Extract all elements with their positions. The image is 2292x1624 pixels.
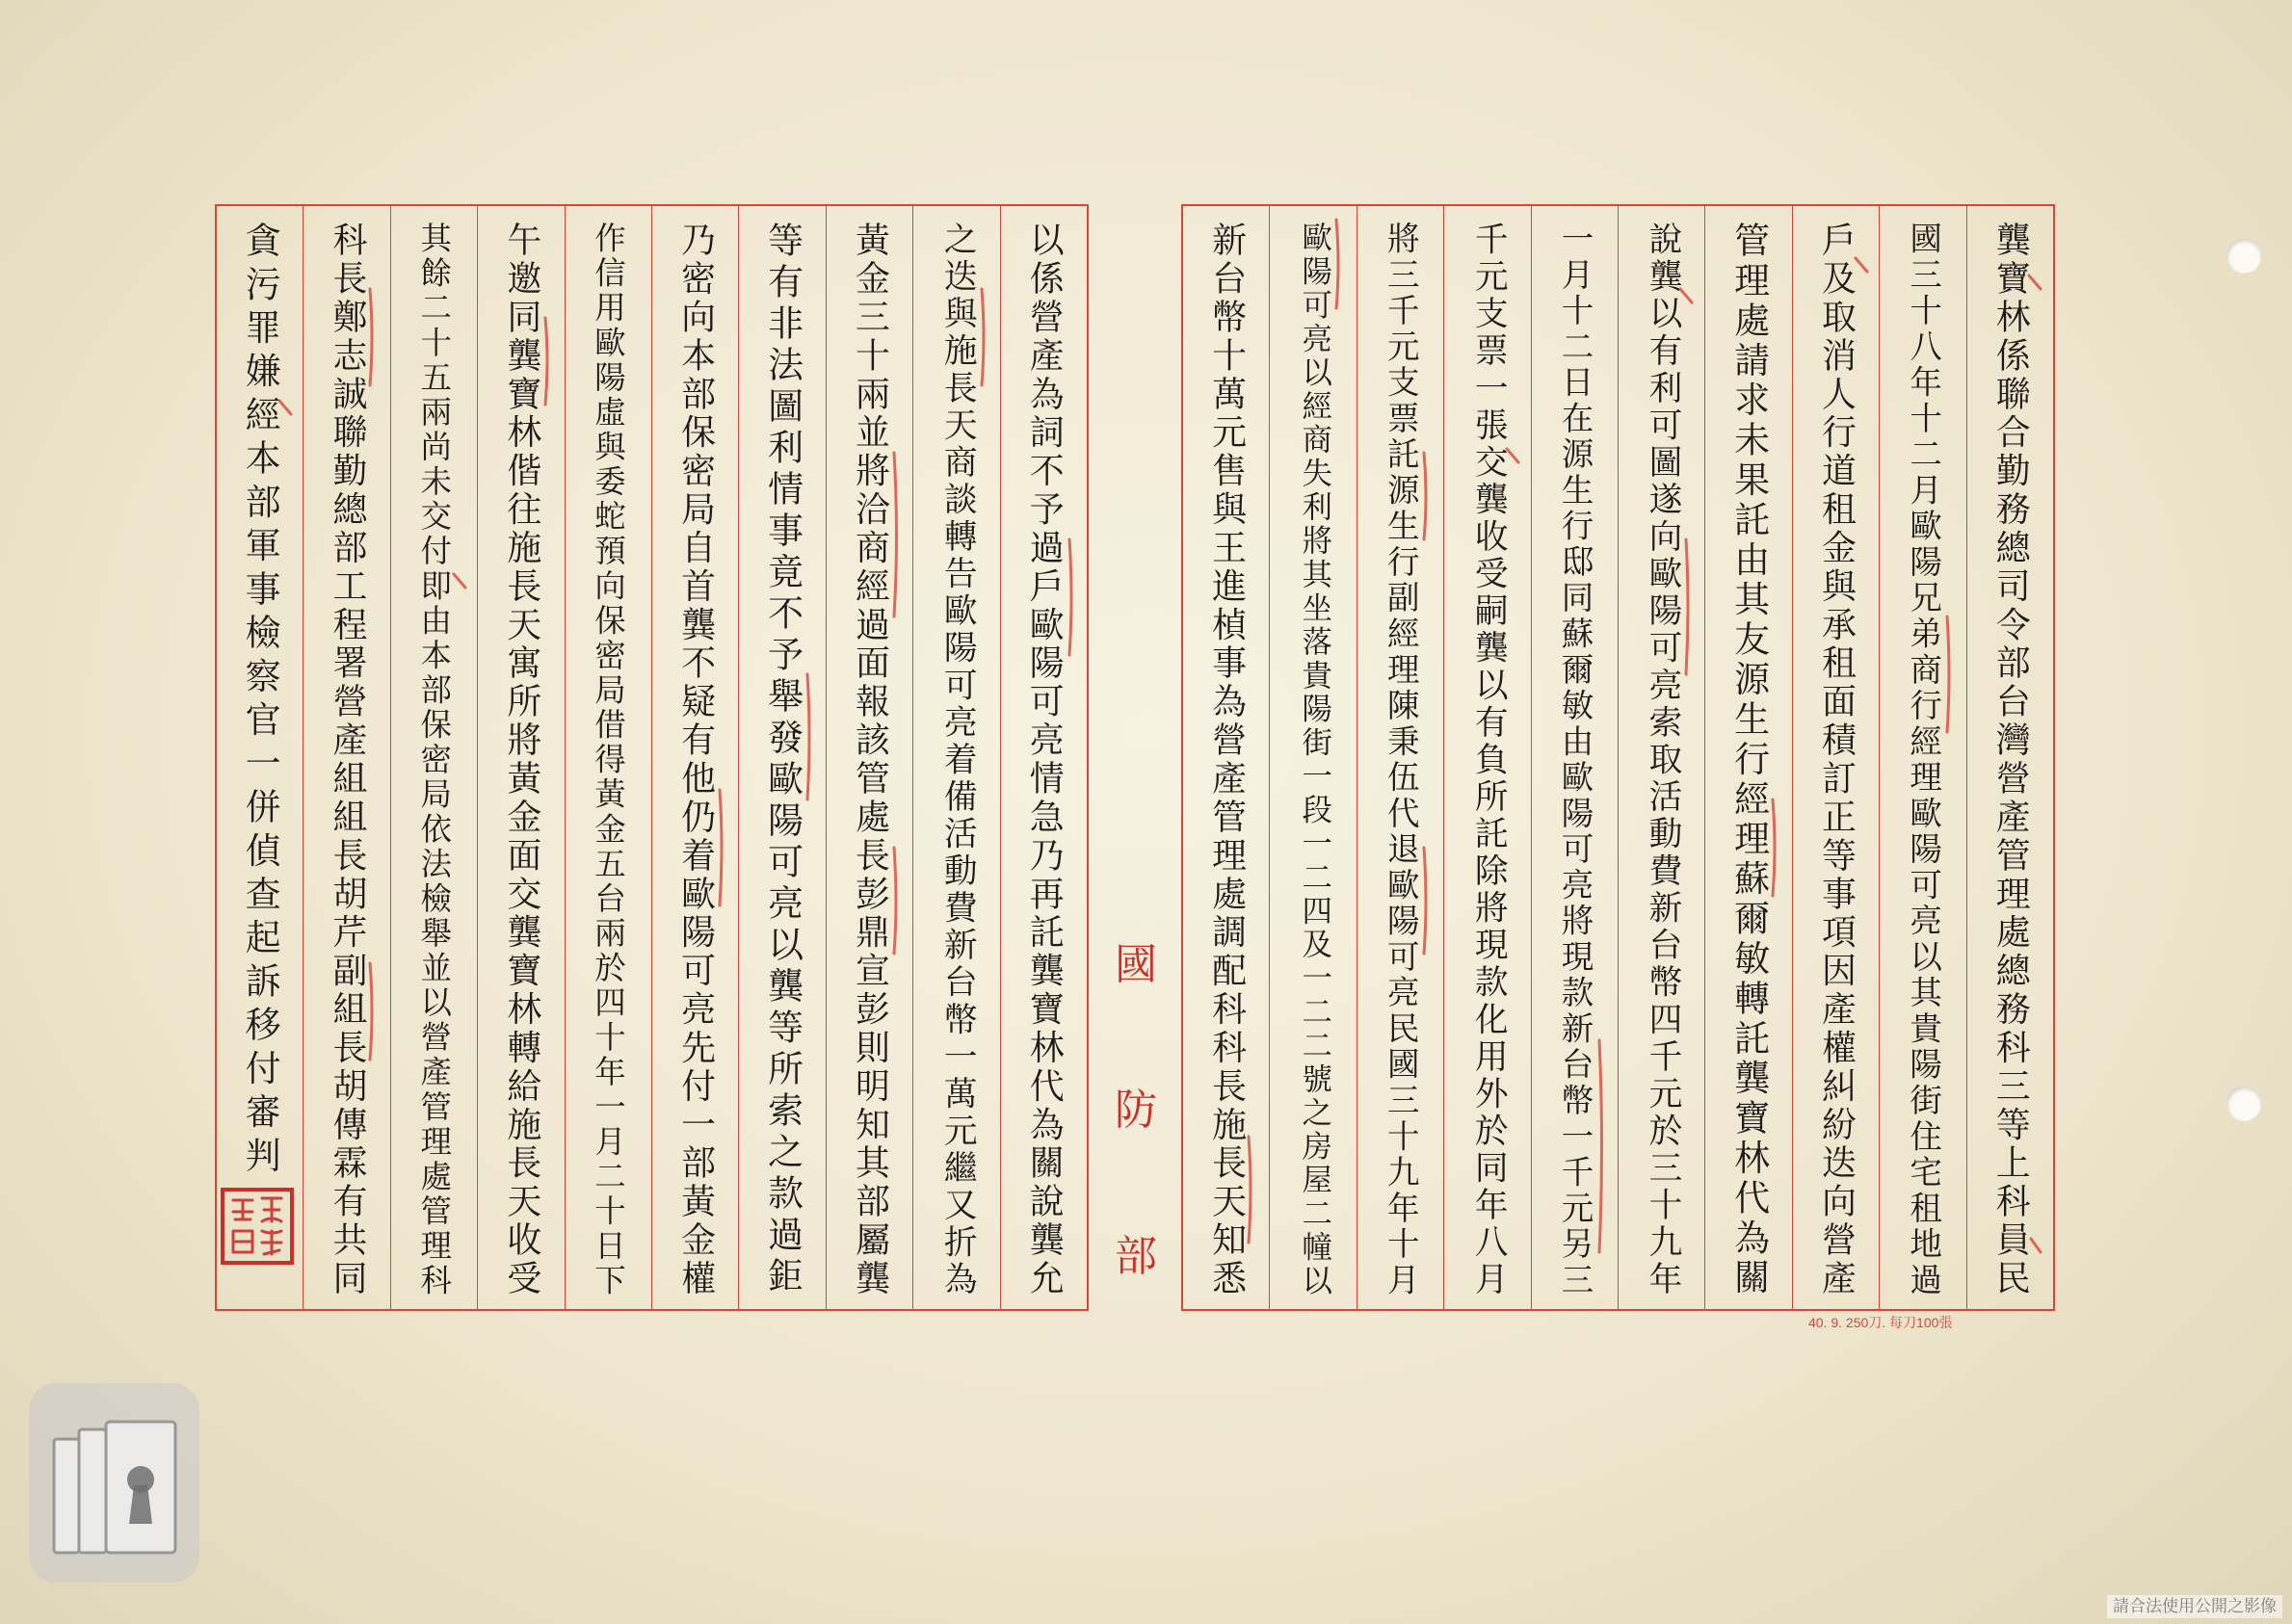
right-page-column <box>1705 206 1792 1309</box>
logo-book <box>79 1429 106 1553</box>
left-page-column <box>217 206 303 1309</box>
left-page-column <box>1001 206 1087 1309</box>
column-text: 新台幣十萬元售與王進楨事為營產管理處調配科科長施長天知悉 <box>1206 222 1247 1298</box>
column-text: 將三千元支票託源生行副經理陳秉伍代退歐陽可亮民國三十九年十月 <box>1382 222 1420 1299</box>
column-text: 科長鄭志誠聯勤總部工程署營產組組長胡芹副組長胡傳霖有共同 <box>328 222 368 1298</box>
seal-stroke <box>262 1231 281 1254</box>
seal-glyph-strokes <box>233 1198 281 1254</box>
seal-stroke <box>233 1231 252 1252</box>
seal-stroke <box>262 1198 281 1221</box>
column-text: 乃密向本部保密局自首龔不疑有他仍着歐陽可亮先付一部黃金權 <box>675 222 716 1298</box>
fold-mark-char: 國 <box>1115 940 1157 989</box>
left-page-column <box>827 206 913 1309</box>
left-page-column <box>391 206 478 1309</box>
right-page-column <box>1967 206 2053 1309</box>
column-text: 之迭與施長天商談轉告歐陽可亮着備活動費新台幣一萬元繼又折為 <box>937 222 977 1299</box>
binding-punch-hole <box>2226 1087 2261 1121</box>
column-text: 貪污罪嫌經本部軍事檢察官一併偵查起訴移付審判 <box>239 222 281 1181</box>
column-text: 歐陽可亮以經商失利將其坐落貴陽街一段一二四及一二二號之房屋二幢以 <box>1296 222 1331 1298</box>
column-text: 龔寶林係聯合勤務總司令部台灣營產管理處總務科三等上科員民 <box>1990 222 2031 1298</box>
right-page-column <box>1532 206 1619 1309</box>
binding-punch-hole <box>2226 239 2261 274</box>
right-page-column <box>1270 206 1357 1309</box>
usage-notice: 請合法使用公開之影像 <box>2107 1595 2282 1618</box>
column-text: 一月十二日在源生行邸同蘇爾敏由歐陽可亮將現款新台幣一千元另三 <box>1556 222 1594 1299</box>
fold-mark-char: 防 <box>1115 1086 1157 1135</box>
column-text: 其餘二十五兩尚未交付即由本部保密局依法檢舉並以營產管理處管理科 <box>415 222 453 1299</box>
column-text: 黃金三十兩並將洽商經過面報該管處長彭鼎宣彭則明知其部屬龔 <box>850 222 890 1298</box>
seal-stroke <box>233 1200 252 1219</box>
right-page-column <box>1793 206 1880 1309</box>
right-page-column <box>1444 206 1531 1309</box>
left-page-column <box>913 206 1000 1309</box>
column-text: 千元支票一張交龔收受嗣龔以有負所託除將現款化用外於同年八月 <box>1468 222 1508 1299</box>
column-text: 以係營產為詞不予過戶歐陽可亮情急乃再託龔寶林代為關說龔允 <box>1024 222 1065 1298</box>
column-text: 說龔以有利可圖遂向歐陽可亮索取活動費新台幣四千元於三十九年 <box>1643 222 1682 1299</box>
fold-mark-char: 部 <box>1115 1232 1157 1281</box>
archive-books-keyhole-icon <box>25 1379 203 1586</box>
right-page-column <box>1183 206 1270 1309</box>
left-page-column <box>566 206 652 1309</box>
logo-books <box>54 1422 175 1553</box>
left-page-column <box>303 206 390 1309</box>
column-text: 國三十八年十二月歐陽兄弟商行經理歐陽可亮以其貴陽街住宅租地過 <box>1904 222 1942 1299</box>
column-text: 等有非法圖利情事竟不予舉發歐陽可亮以龔等所索之款過鉅 <box>761 222 804 1298</box>
logo-book <box>54 1439 79 1553</box>
left-page-ruled-frame <box>215 204 1089 1311</box>
right-page-ruled-frame <box>1181 204 2055 1311</box>
left-page-column <box>739 206 826 1309</box>
left-page-column <box>478 206 565 1309</box>
column-text: 戶及取消人行道租金與承租面積訂正等事項因產權糾紛迭向營產 <box>1816 222 1857 1298</box>
right-page-column <box>1619 206 1705 1309</box>
column-text: 作信用歐陽虛與委蛇預向保密局借得黃金五台兩於四十年一月二十日下 <box>590 222 627 1299</box>
right-page-column <box>1357 206 1444 1309</box>
left-page-column <box>652 206 739 1309</box>
column-text: 管理處請求未果託由其友源生行經理蘇爾敏轉託龔寶林代為關 <box>1727 222 1770 1299</box>
right-page-column <box>1880 206 1966 1309</box>
red-seal-stamp-icon <box>220 1187 295 1266</box>
paper-stock-note: 40. 9. 250刀. 每刀100張 <box>1808 1315 1953 1330</box>
column-text: 午邀同龔寶林偕往施長天寓所將黃金面交龔寶林轉給施長天收受 <box>501 222 541 1298</box>
